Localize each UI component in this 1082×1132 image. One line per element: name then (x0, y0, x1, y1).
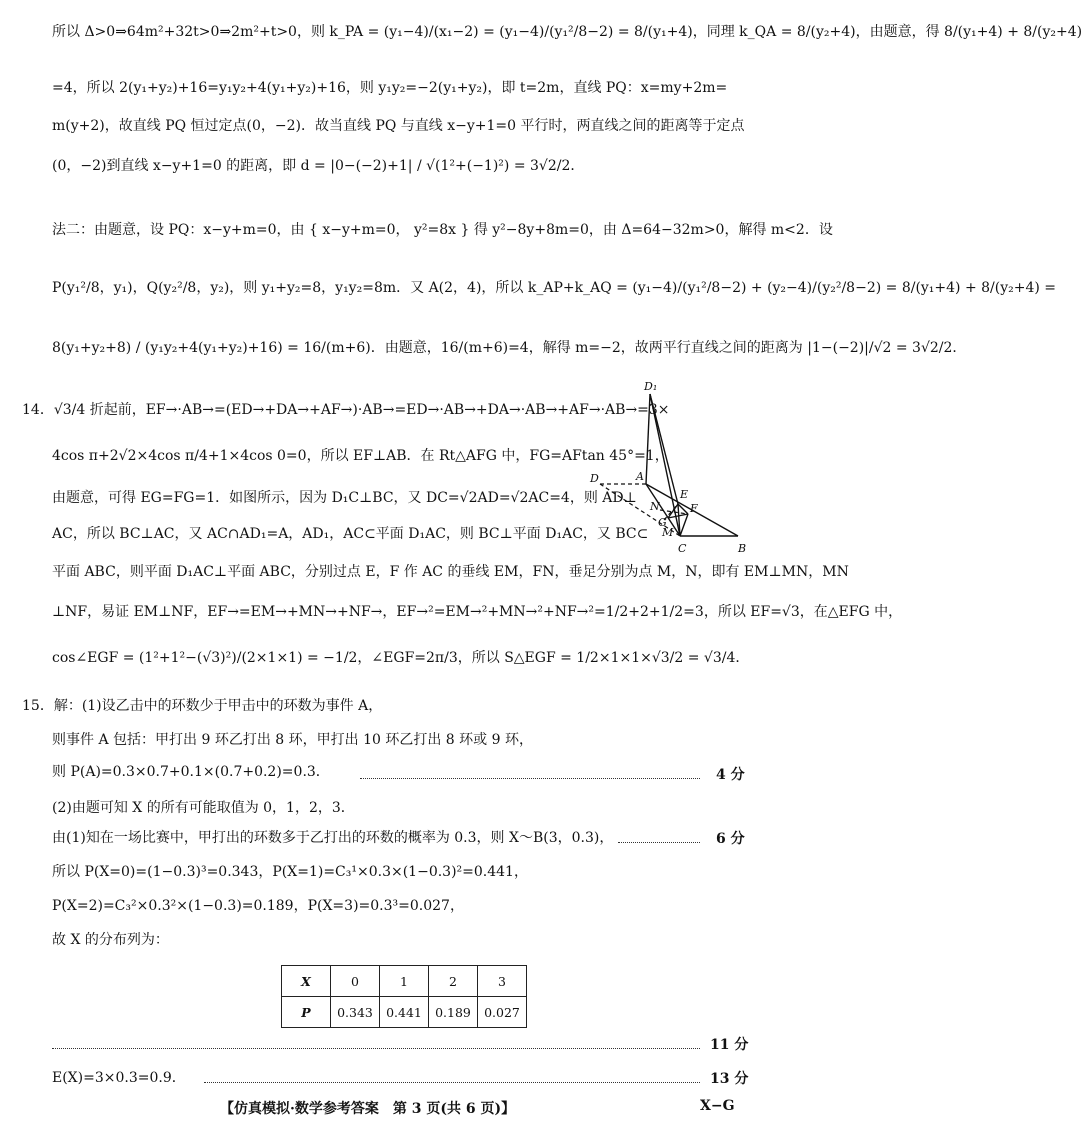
edge-d1a (646, 394, 650, 484)
table-header-cell: X (282, 966, 331, 997)
score-mark: 4 分 (716, 767, 745, 783)
distribution-table (281, 965, 527, 1028)
text-line: 法二：由题意，设 PQ：x−y+m=0，由 { x−y+m=0， y²=8x } 得 y²−8y+8m=0，由 Δ=64−32m>0，解得 m<2．设 (52, 222, 833, 238)
text-line: 则事件 A 包括：甲打出 9 环乙打出 8 环，甲打出 10 环乙打出 8 环或 9 环， (52, 732, 533, 748)
problem-14-line: 14．√3/4 折起前，EF→·AB→=(ED→+DA→+AF→)·AB→=ED→·AB→+DA→·AB→+AF→·AB→=3× (22, 402, 670, 418)
text-line: ⊥NF，易证 EM⊥NF，EF→=EM→+MN→+NF→，EF→²=EM→²+MN→²+NF→²=1/2+2+1/2=3，所以 EF=√3，在△EFG 中， (52, 604, 903, 620)
score-mark: 11 分 (710, 1037, 749, 1053)
figure-label: E (680, 488, 689, 501)
table-header-cell: 3 (478, 966, 527, 997)
text-line: 所以 P(X=0)=(1−0.3)³=0.343，P(X=1)=C₃¹×0.3×(1−0.3)²=0.441， (52, 864, 528, 880)
paper-code: X−G (700, 1098, 735, 1114)
table-row (282, 966, 527, 997)
dot-leader (204, 1082, 700, 1083)
text-line: 所以 Δ>0⇒64m²+32t>0⇒2m²+t>0，则 k_PA = (y₁−4)/(x₁−2) = (y₁−4)/(y₁²/8−2) = 8/(y₁+4)，同理 k_QA = 8/(y₂+4)，由题意，得 8/(y₁+4) + 8/(y₂+4) (52, 24, 1082, 40)
table-cell: 0.027 (478, 997, 527, 1028)
text-line: E(X)=3×0.3=0.9． (52, 1070, 186, 1086)
table-cell: 0.343 (331, 997, 380, 1028)
text-line: 8(y₁+y₂+8) / (y₁y₂+4(y₁+y₂)+16) = 16/(m+6)．由题意，16/(m+6)=4，解得 m=−2，故两平行直线之间的距离为 |1−(−2)|/√2 = 3√2/2． (52, 340, 967, 356)
figure-label: N (650, 500, 660, 513)
figure-label: D (590, 472, 599, 485)
dot-leader (52, 1048, 700, 1049)
dot-leader (618, 842, 700, 843)
edge-fc (680, 514, 688, 536)
score-mark: 13 分 (710, 1071, 749, 1087)
figure-label: A (636, 470, 644, 483)
figure-label: F (690, 502, 698, 515)
score-mark: 6 分 (716, 831, 745, 847)
text-line: m(y+2)，故直线 PQ 恒过定点(0，−2)．故当直线 PQ 与直线 x−y+1=0 平行时，两直线之间的距离等于定点 (52, 118, 745, 134)
figure-label: B (738, 542, 747, 555)
text-line: 由(1)知在一场比赛中，甲打出的环数多于乙打出的环数的概率为 0.3，则 X～B(3，0.3)， (52, 830, 614, 846)
figure-label: C (678, 542, 687, 555)
text-line: 则 P(A)=0.3×0.7+0.1×(0.7+0.2)=0.3． (52, 764, 330, 780)
dot-leader (360, 778, 700, 779)
text-line: 由题意，可得 EG=FG=1．如图所示，因为 D₁C⊥BC，又 DC=√2AD=√2AC=4，则 AD⊥ (52, 490, 637, 506)
edge-d1e (650, 394, 678, 504)
text-line: (0，−2)到直线 x−y+1=0 的距离，即 d = |0−(−2)+1| / √(1²+(−1)²) = 3√2/2． (52, 158, 585, 174)
figure-label: D₁ (644, 380, 658, 393)
text-line: =4，所以 2(y₁+y₂)+16=y₁y₂+4(y₁+y₂)+16，则 y₁y₂=−2(y₁+y₂)，即 t=2m，直线 PQ：x=my+2m= (52, 80, 728, 96)
figure-label: G (658, 516, 667, 529)
table-row (282, 997, 527, 1028)
table-cell: P (282, 997, 331, 1028)
problem-15-line: 15．解：(1)设乙击中的环数少于甲击中的环数为事件 A， (22, 698, 383, 714)
text-line: 平面 ABC，则平面 D₁AC⊥平面 ABC，分别过点 E，F 作 AC 的垂线 EM，FN，垂足分别为点 M，N，即有 EM⊥MN，MN (52, 564, 849, 580)
table-header-cell: 2 (429, 966, 478, 997)
text-line: P(y₁²/8，y₁)，Q(y₂²/8，y₂)，则 y₁+y₂=8，y₁y₂=8m．又 A(2，4)，所以 k_AP+k_AQ = (y₁−4)/(y₁²/8−2) + (y₂−4)/(y₂²/8−2) = 8/(y₁+4) + 8/(y₂+4) = (52, 280, 1057, 296)
table-cell: 0.441 (380, 997, 429, 1028)
edge-d1c (650, 394, 680, 536)
table-header-cell: 0 (331, 966, 380, 997)
table-cell: 0.189 (429, 997, 478, 1028)
text-line: P(X=2)=C₃²×0.3²×(1−0.3)=0.189，P(X=3)=0.3³=0.027， (52, 898, 464, 914)
table-header-cell: 1 (380, 966, 429, 997)
text-line: 故 X 的分布列为： (52, 932, 169, 948)
page-footer: 【仿真模拟·数学参考答案 第 3 页(共 6 页)】 (220, 1101, 516, 1117)
geometry-figure (588, 380, 756, 560)
figure-label: M (662, 526, 674, 539)
text-line: (2)由题可知 X 的所有可能取值为 0，1，2，3． (52, 800, 355, 816)
text-line: 4cos π+2√2×4cos π/4+1×4cos 0=0，所以 EF⊥AB．在 Rt△AFG 中，FG=AFtan 45°=1， (52, 448, 669, 464)
text-line: AC，所以 BC⊥AC，又 AC∩AD₁=A，AD₁，AC⊂平面 D₁AC，则 BC⊥平面 D₁AC，又 BC⊂ (52, 526, 649, 542)
text-line: cos∠EGF = (1²+1²−(√3)²)/(2×1×1) = −1/2，∠EGF=2π/3，所以 S△EGF = 1/2×1×1×√3/2 = √3/4． (52, 650, 750, 666)
